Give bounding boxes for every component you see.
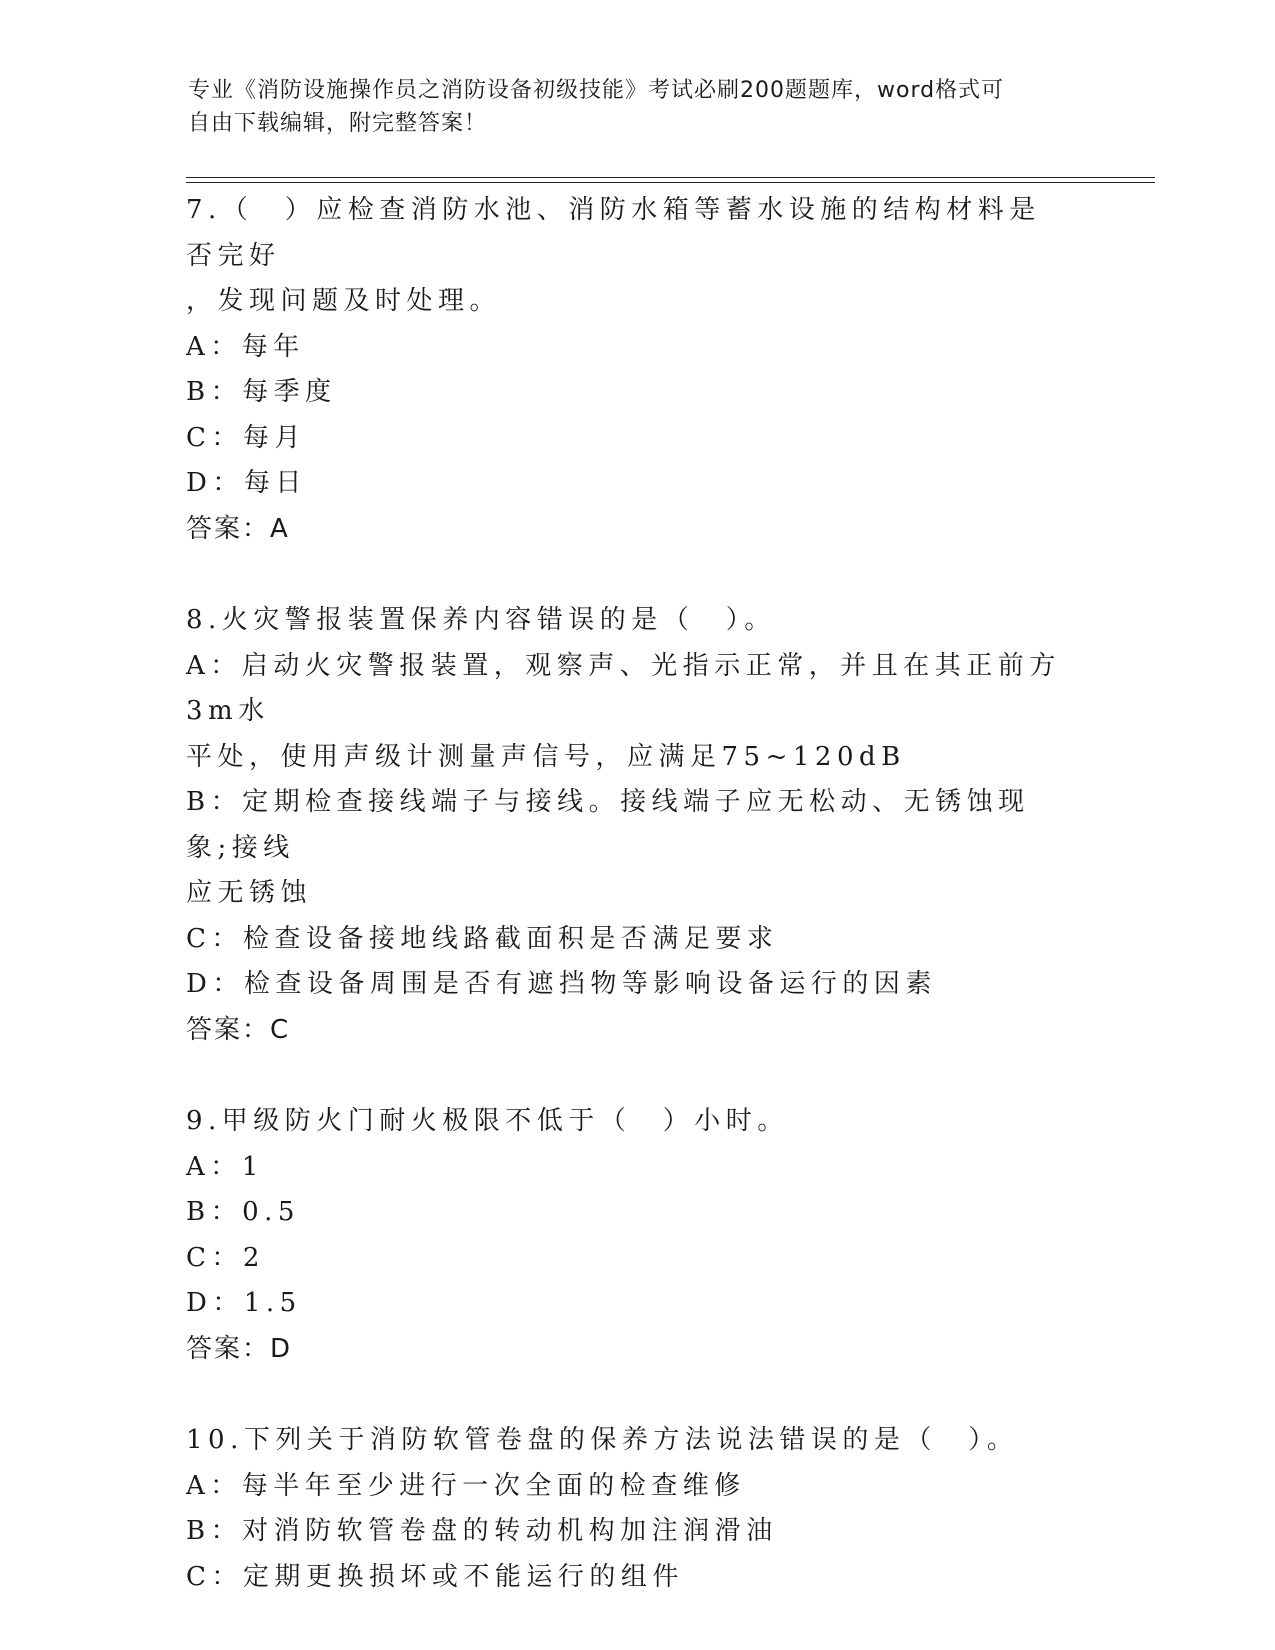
document-header xyxy=(188,74,1068,140)
option-line: D：检查设备周围是否有遮挡物等影响设备运行的因素 xyxy=(186,969,937,999)
option-line: C：每月 xyxy=(186,422,306,453)
option-line: C：2 xyxy=(186,1242,265,1273)
option-line: B：0.5 xyxy=(186,1197,300,1227)
question-item xyxy=(186,1099,1066,1372)
question-stem-line: 9.甲级防火门耐火极限不低于（ ）小时。 xyxy=(186,1106,789,1136)
option-line: C：检查设备接地线路截面积是否满足要求 xyxy=(186,923,779,954)
header-rule-bottom xyxy=(186,182,1155,183)
answer-line: 答案：A xyxy=(186,513,290,544)
option-line: D：每日 xyxy=(186,468,307,498)
question-item xyxy=(186,598,1066,1053)
option-line: C：定期更换损坏或不能运行的组件 xyxy=(186,1561,684,1592)
question-item xyxy=(186,188,1066,552)
answer-line: 答案：C xyxy=(186,1014,291,1045)
question-stem-line: ，发现问题及时处理。 xyxy=(186,286,502,316)
option-line: B：对消防软管卷盘的转动机构加注润滑油 xyxy=(186,1516,778,1546)
option-line: 应无锈蚀 xyxy=(186,878,313,908)
header-line-2: 自由下载编辑，附完整答案！ xyxy=(188,111,488,136)
question-item xyxy=(186,1418,1066,1600)
answer-line: 答案：D xyxy=(186,1333,293,1364)
header-line-1: 专业《消防设施操作员之消防设备初级技能》考试必刷200题题库，word格式可 xyxy=(188,78,1005,103)
option-line: 平处，使用声级计测量声信号，应满足75~120dB xyxy=(186,741,906,772)
option-line: B：每季度 xyxy=(186,377,337,407)
question-stem-line: 8.火灾警报装置保养内容错误的是（ ）。 xyxy=(186,605,776,635)
question-stem-line: 7.（ ）应检查消防水池、消防水箱等蓄水设施的结构材料是否完好 xyxy=(186,195,1041,271)
option-line: A：1 xyxy=(186,1151,264,1182)
question-list xyxy=(186,188,1066,1600)
option-line: B：定期检查接线端子与接线。接线端子应无松动、无锈蚀现象;接线 xyxy=(186,787,1030,863)
question-stem-line: 10.下列关于消防软管卷盘的保养方法说法错误的是（ ）。 xyxy=(186,1425,1019,1455)
header-rule-top xyxy=(186,177,1155,178)
option-line: A：每半年至少进行一次全面的检查维修 xyxy=(186,1470,746,1501)
option-line: D：1.5 xyxy=(186,1288,302,1318)
option-line: A：每年 xyxy=(186,331,305,362)
option-line: A：启动火灾警报装置，观察声、光指示正常，并且在其正前方3m水 xyxy=(186,650,1061,726)
